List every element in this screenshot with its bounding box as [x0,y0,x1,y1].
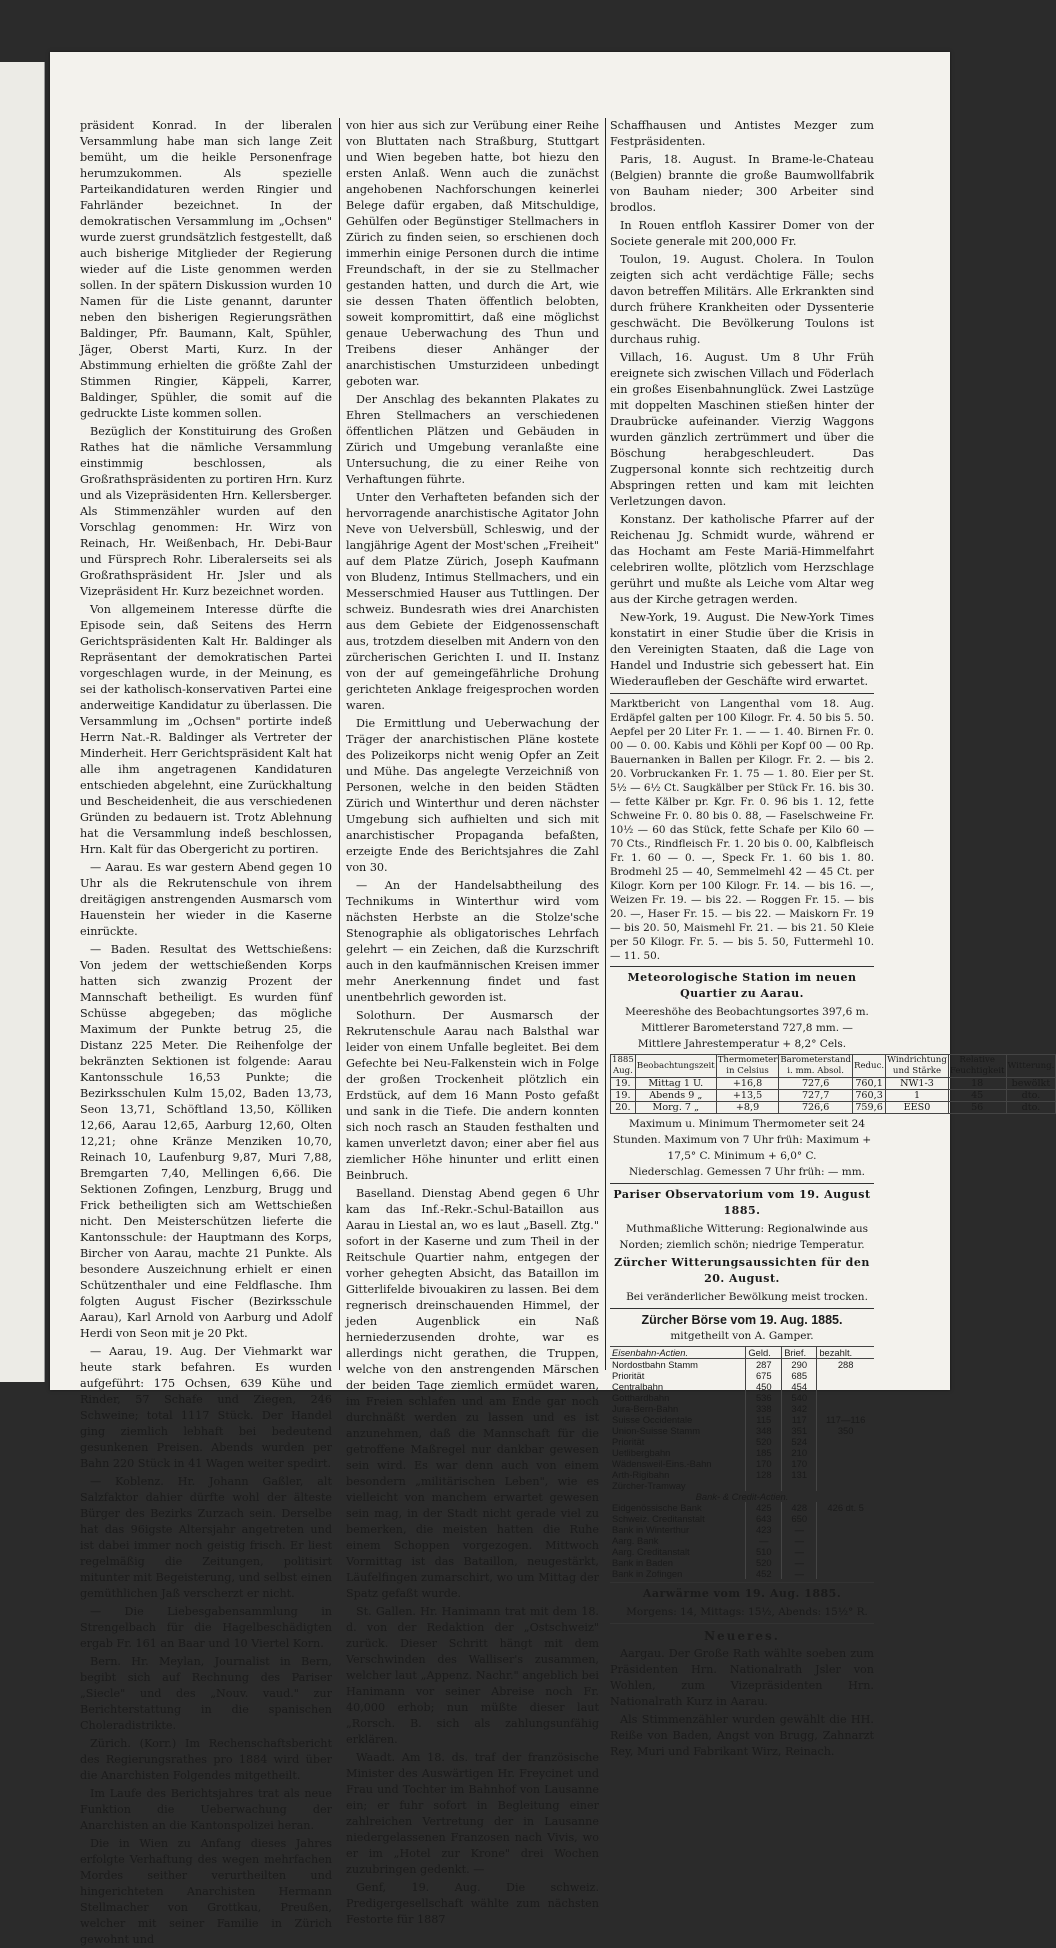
paragraph: — Koblenz. Hr. Johann Gaßler, alt Salzfaktor dahier dürfte wohl der älteste Bürger des Bezirks Zurzach sein. Derselbe hat das 96igste Altersjahr angetreten und ist dabei immer noch geistig frisch. Er liest regelmäßig die Zeitungen, politisirt mitunter mit Begeisterung, und selbst einen gemüthlichen Jaß verscherzt er nicht. [80,1475,332,1600]
boerse-value: — [746,1535,782,1546]
boerse-value: 643 [746,1513,782,1524]
boerse-section-label: Bank- & Credit-Actien. [695,1491,789,1502]
boerse-value: 288 [817,1359,874,1371]
met-cell: 760,3 [853,1090,886,1102]
boerse-value: 520 [746,1436,782,1447]
boerse-row [610,1392,874,1403]
boerse-value: 170 [746,1458,782,1469]
aarwaerme-title: Aarwärme vom 19. Aug. 1885. [642,1587,842,1600]
boerse-value: — [782,1568,817,1579]
boerse-table [610,1346,874,1579]
boerse-security-name: Zürcher-Tramway [612,1480,686,1491]
column-rule [605,118,606,1370]
paragraph: Bezüglich der Konstituirung des Großen Rathes hat die nämliche Versammlung einstimmig beschlossen, als Großrathspräsidenten zu portiren Hrn. Kurz und als Vizepräsidenten Hrn. Kellersberger. Als Stimmenzähler wurden auf den Vorschlag genommen: Hr. Wirz von Reinach, Hr. Weißenbach, Hr. Debi-Baur und Fürsprech Rohr. Liberalerseits sei als Großrathspräsident Hr. Jsler und als Vizepräsident Hr. Kurz bezeichnet worden. [80,425,333,598]
paragraph: Die Ermittlung und Ueberwachung der Träger der anarchistischen Pläne kostete des Polizeikorps nicht wenig Opfer an Zeit und Mühe. Das angelegte Verzeichniß von Personen, welche in den beiden Städten Zürich und Winterthur und deren nächster Umgebung sich aufhielten und sich mit anarchistischer Propaganda befaßten, erzeigte Ende des Berichtsjahres die Zahl von 30. [346,717,599,874]
boerse-value [746,1480,782,1491]
met-cell: 726,6 [779,1102,853,1114]
boerse-row [610,1458,874,1469]
boerse-value [817,1535,874,1546]
boerse-row [610,1524,874,1535]
column-rule [339,118,340,1370]
boerse-value: 685 [782,1370,817,1381]
section-divider [610,1183,874,1184]
boerse-security-name: Aarg. Creditanstalt [612,1546,690,1557]
paragraph: Baselland. Dienstag Abend gegen 6 Uhr kam das Inf.-Rekr.-Schul-Bataillon aus Aarau in Liestal an, wo es laut „Basell. Ztg." sofort in der Kaserne und zum Theil in der Reitschule Quartier nahm, entgegen der vorher gehegten Absicht, das Bataillon im Gitterlifelde bivouakiren zu lassen. Bei dem regnerisch dreinschauenden Himmel, der jeden Augenblick ein Naß herniederzusenden drohte, war es allerdings nicht gerathen, die Truppen, welche von den anstrengenden Märschen der beiden Tage ziemlich ermüdet waren, im Freien schlafen und am Ende gar noch durchnäßt werden zu lassen und es ist anzunehmen, daß die Mannschaft für die getroffene Maßregel nur dankbar gewesen sein wird. Es war denn auch von einem besondern „militärischen Leben", wie es vielleicht von manchem erwartet gewesen sein mag, in der Stadt nicht gerade viel zu bemerken, die meisten hatten die Ruhe einem Schoppen vorgezogen. Mittwoch Vormittag ist das Bataillon, neugestärkt, Läufelfingen zumarschirt, wo um Mittag der Spatz gefaßt wurde. [346,1187,599,1600]
met-cell: 1 [886,1090,949,1102]
boerse-row [610,1568,874,1579]
met-cell: dto. [1006,1102,1056,1114]
boerse-value [817,1447,874,1458]
boerse-security-name: Union-Suisse Stamm [612,1425,701,1436]
boerse-value: 425 [746,1502,782,1513]
met-cell: 20. [611,1102,636,1114]
boerse-value: 210 [782,1447,817,1458]
boerse-security-name: Arth-Rigibahn [612,1469,670,1480]
boerse-row [610,1381,874,1392]
boerse-value [817,1403,874,1414]
boerse-security-name: Eidgenössische Bank [612,1502,702,1513]
section-divider [610,1582,874,1583]
paragraph: Konstanz. Der katholische Pfarrer auf der Reichenau Jg. Schmidt wurde, während er das Hochamt am Feste Mariä-Himmelfahrt celebriren wollte, plötzlich vom Herzschlage gerührt und mußte als Leiche vom Altar weg aus der Kirche getragen werden. [610,513,874,606]
column-2 [346,118,599,1926]
boerse-value [817,1568,874,1579]
met-cell: 56 [948,1102,1006,1114]
met-minmax: Maximum u. Minimum Thermometer seit 24 Stunden. Maximum von 7 Uhr früh: Maximum + 17,5° C. Minimum + 6,0° C. [612,1118,872,1162]
boerse-value: 510 [746,1546,782,1557]
boerse-security-name: Bank in Baden [612,1557,673,1568]
boerse-value [817,1546,874,1557]
met-cell: +16,8 [716,1078,779,1090]
boerse-header: Eisenbahn-Actien. [610,1347,746,1359]
met-cell: Morg. 7 „ [635,1102,716,1114]
paragraph: Waadt. Am 18. ds. traf der französische Minister des Auswärtigen Hr. Freycinet und Frau und Tochter im Bahnhof von Lausanne ein; er fuhr sofort in Begleitung einer zahlreichen Vertretung der in Lausanne niedergelassenen Franzosen nach Vivis, wo er im „Hotel zur Krone" drei Wochen zuzubringen gedenkt. — [346,1751,599,1876]
met-line: Mittlerer Barometerstand 727,8 mm. — Mittlere Jahrestemperatur + 8,2° Cels. [637,1022,853,1050]
met-cell: 45 [948,1090,1006,1102]
paragraph: — Aarau. Es war gestern Abend gegen 10 Uhr als die Rekrutenschule von ihrem dreitägigen anstrengenden Ausmarsch vom Hauenstein her wieder in die Kaserne einrückte. [80,861,332,938]
paragraph: Genf, 19. Aug. Die schweiz. Predigergesellschaft wählte zum nächsten Festorte für 1887 [346,1881,599,1926]
paragraph: St. Gallen. Hr. Hanimann trat mit dem 18. d. von der Redaktion der „Ostschweiz" zurück. Dieser Schritt hängt mit dem Verschwinden des Walliser's zusammen, welcher laut „Appenz. Nachr." angeblich bei Hanimann vor seiner Abreise noch Fr. 40,000 erhob; nun müßte dieser laut „Rorsch. B. sich als zahlungsunfähig erklären. [346,1605,599,1746]
aarwaerme-text: Morgens: 14, Mittags: 15½, Abends: 15½° R. [626,1606,868,1618]
boerse-row [610,1546,874,1557]
boerse-header: Brief. [782,1347,817,1359]
met-cell: EES0 [886,1102,949,1114]
boerse-security-name: Schweiz. Creditanstalt [612,1513,705,1524]
boerse-header: Geld. [746,1347,782,1359]
column-3 [610,118,1055,1758]
paris-observatory-text: Muthmaßliche Witterung: Regionalwinde aus Norden; ziemlich schön; niedrige Temperatur. [619,1223,869,1251]
paragraph: New-York, 19. August. Die New-York Times konstatirt in einer Studie über die Krisis in den Vereinigten Staaten, daß die Lage von Handel und Industrie sich gebessert hat. Ein Wiederaufleben der Geschäfte wird erwartet. [610,611,874,688]
boerse-value: 350 [817,1425,874,1436]
met-cell: +13,5 [716,1090,779,1102]
boerse-security-name: Jura-Bern-Bahn [612,1403,679,1414]
met-header: Witterung. [1006,1055,1056,1078]
boerse-security-name: Priorität [612,1370,645,1381]
met-cell: Abends 9 „ [635,1090,716,1102]
paragraph: — Aarau, 19. Aug. Der Viehmarkt war heute stark befahren. Es wurden aufgeführt: 175 Ochsen, 639 Kühe und Rinder, 57 Schafe und Ziegen, 246 Schweine; total 1117 Stück. Der Handel ging ziemlich lebhaft bei bedeutend gesunkenen Preisen. Abends wurden per Bahn 220 Stück in 41 Wagen weiter spedirt. [80,1345,332,1470]
paragraph: Im Laufe des Berichtsjahres trat als neue Funktion die Ueberwachung der Anarchisten an die Kantonspolizei heran. [80,1787,332,1832]
boerse-row [610,1425,874,1436]
met-line: Meereshöhe des Beobachtungsortes 397,6 m. [625,1006,869,1018]
boerse-value: 540 [782,1392,817,1403]
boerse-header: bezahlt. [817,1347,874,1359]
boerse-security-name: Nordostbahn Stamm [612,1359,698,1370]
boerse-value: 351 [782,1425,817,1436]
paragraph: Schaffhausen und Antistes Mezger zum Festpräsidenten. [610,119,874,148]
paragraph: Unter den Verhafteten befanden sich der hervorragende anarchistische Agitator John Neve von Uelversbüll, Schleswig, und der langjährige Agent der Most'schen „Freiheit" auf dem Platze Zürich, Joseph Kaufmann von Bludenz, Intimus Stellmachers, und ein Messerschmied Hauser aus Tuttlingen. Der schweiz. Bundesrath wies drei Anarchisten aus dem Gebiete der Eidgenossenschaft aus, trotzdem dieselben mit Andern von den zürcherischen Gerichten I. und II. Instanz von der auf gemeingefährliche Drohung gerichteten Anklage freigesprochen worden waren. [346,491,599,712]
met-cell: 727,7 [779,1090,853,1102]
boerse-row [610,1557,874,1568]
met-header: Beobachtungszeit [635,1055,716,1078]
boerse-value [817,1436,874,1447]
column-1 [80,118,333,1946]
boerse-header-row [610,1347,874,1359]
boerse-value: 428 [782,1502,817,1513]
boerse-value [817,1469,874,1480]
boerse-row [610,1502,874,1513]
section-divider [610,966,874,967]
section-divider [610,693,874,694]
section-divider [610,1623,874,1624]
paragraph: Villach, 16. August. Um 8 Uhr Früh ereignete sich zwischen Villach und Föderlach ein großes Eisenbahnunglück. Zwei Lastzüge mit doppelten Maschinen stießen hinter der Draubrücke aufeinander. Vierzig Waggons wurden gänzlich zertrümmert und über die Böschung herabgeschleudert. Das Zugpersonal konnte sich rechtzeitig durch Abspringen retten und kam mit leichten Verletzungen davon. [610,351,874,508]
met-row [611,1090,1056,1102]
boerse-security-name: Centralbahn [612,1381,664,1392]
newspaper-page [50,52,1055,1946]
boerse-row [610,1403,874,1414]
boerse-value [817,1524,874,1535]
paragraph: — Baden. Resultat des Wettschießens: Von jedem der wettschießenden Korps hatten sich zwanzig Prozent der Mannschaft betheiligt. Es wurden fünf Schüsse abgegeben; das mögliche Maximum der Punkte betrug 25, die Distanz 225 Meter. Die Reihenfolge der bekränzten Sektionen ist folgende: Aarau Kantonsschule 16,53 Punkte; die Bezirksschulen Kulm 15,02, Baden 13,73, Seon 13,71, Schöftland 13,50, Kölliken 12,66, Aarau 12,65, Aarburg 12,60, Olten 12,21; ohne Kränze Menziken 10,70, Reinach 10, Laufenburg 9,87, Muri 7,88, Bremgarten 7,40, Mellingen 6,66. Die Sektionen Zofingen, Lenzburg, Brugg und Frick betheiligten sich am Wettschießen nicht. Den Meisterschützen lieferte die Kantonsschule: der Hauptmann des Korps, Bircher von Aarau, machte 21 Punkte. Als besondere Auszeichnung erhielt er einen Schützenthaler und eine Feldflasche. Ihm folgten August Fischer (Bezirksschule Aarau), Karl Arnold von Aarburg und Adolf Herdi von Seon mit je 20 Pkt. [80,943,332,1340]
boerse-value: 128 [746,1469,782,1480]
boerse-value: — [782,1546,817,1557]
boerse-value: 131 [782,1469,817,1480]
boerse-row [610,1436,874,1447]
paragraph: Zürich. (Korr.) Im Rechenschaftsbericht des Regierungsrathes pro 1884 wird über die Anarchisten Folgendes mitgetheilt. [80,1737,332,1782]
boerse-value [817,1557,874,1568]
boerse-row [610,1480,874,1491]
met-cell: 19. [611,1090,636,1102]
boerse-value: — [782,1524,817,1535]
paragraph: Aargau. Der Große Rath wählte soeben zum Präsidenten Hrn. Nationalrath Jsler von Wohlen, zum Vizepräsidenten Hrn. Nationalrath Kurz in Aarau. [610,1647,874,1708]
zurich-weather-text: Bei veränderlicher Bewölkung meist trocken. [626,1291,868,1303]
paragraph: — Die Liebesgabensammlung in Strengelbach für die Hagelbeschädigten ergab Fr. 161 an Baar und 10 Viertel Korn. [80,1605,332,1650]
section-divider [610,1308,874,1309]
boerse-value: 450 [746,1381,782,1392]
boerse-value: 675 [746,1370,782,1381]
boerse-security-name: Priorität [612,1436,645,1447]
boerse-security-name: Uetlibergbahn [612,1447,671,1458]
paragraph: von hier aus sich zur Verübung einer Reihe von Bluttaten nach Straßburg, Stuttgart und Wien begeben hatte, bot hiezu den ersten Anlaß. Wenn auch die zunächst angehobenen Nachforschungen keinerlei Belege dafür ergaben, daß Mitschuldige, Gehülfen oder Begünstiger Stellmachers in Zürich zu finden seien, so erschienen doch immerhin einige Personen durch die intime Freundschaft, in der sie zu Stellmacher gestanden hatten, und durch die Art, wie sie dessen Thaten öffentlich belobten, soweit kompromittirt, daß eine möglichst genaue Ueberwachung des Thun und Treibens dieser Anhänger der anarchistischen Umsturzideen unbedingt geboten war. [346,119,599,388]
met-cell: bewölkt [1006,1078,1056,1090]
boerse-value: 524 [782,1436,817,1447]
paragraph: — An der Handelsabtheilung des Technikums in Winterthur wird vom nächsten Herbste an die Stolze'sche Stenographie als obligatorisches Lehrfach gelehrt — ein Zeichen, daß die Kurzschrift auch in den kaufmännischen Kreisen immer mehr Anerkennung findet und fast unentbehrlich geworden ist. [346,879,599,1004]
boerse-value [782,1480,817,1491]
paragraph: In Rouen entfloh Kassirer Domer von der Societe generale mit 200,000 Fr. [610,219,874,248]
boerse-security-name: Aarg. Bank [612,1535,659,1546]
paragraph: Bern. Hr. Meylan, Journalist in Bern, begibt sich auf Rechnung des Pariser „Siecle" und des „Nouv. vaud." zur Berichterstattung in die spanischen Choleradistrikte. [80,1655,332,1732]
met-row [611,1078,1056,1090]
paragraph: Von allgemeinem Interesse dürfte die Episode sein, daß Seitens des Herrn Gerichtspräsidenten Kalt Hr. Baldinger als Repräsentant der demokratischen Partei vorgeschlagen wurde, in der Meinung, es sei der katholisch-konservativen Partei eine anderweitige Kandidatur zu überlassen. Die Versammlung im „Ochsen" portirte indeß Herrn Nat.-R. Baldinger als Vertreter der Minderheit. Herr Gerichtspräsident Kalt hat alle ihm angetragenen Kandidaturen entschieden abgelehnt, eine Zurückhaltung und Bescheidenheit, die aus verschiedenen Gründen zu bedauern ist. Trotz Ablehnung hat die Versammlung indeß beschlossen, Hrn. Kalt für das Obergericht zu portiren. [80,603,332,856]
adjacent-page-edge [0,62,45,1382]
boerse-value: 348 [746,1425,782,1436]
boerse-value: 338 [746,1403,782,1414]
boerse-value: 287 [746,1359,782,1371]
met-cell: 18 [948,1078,1006,1090]
boerse-row [610,1513,874,1524]
met-row [611,1102,1056,1114]
neueres-heading: Neueres. [704,1629,780,1643]
boerse-security-name: Suisse Occidentale [612,1414,693,1425]
boerse-value: 423 [746,1524,782,1535]
met-header: Windrichtung und Stärke [887,1055,947,1076]
paris-observatory-title: Pariser Observatorium vom 19. August 1885. [613,1188,871,1217]
boerse-value: 426 dt. 5 [817,1502,874,1513]
boerse-security-name: Bank in Winterthur [612,1524,690,1535]
boerse-row [610,1414,874,1425]
boerse-value: — [782,1535,817,1546]
boerse-value: 170 [782,1458,817,1469]
paragraph: Der Anschlag des bekannten Plakates zu Ehren Stellmachers an verschiedenen öffentlichen Plätzen und Gebäuden in Zürich und Umgebung veranlaßte eine Untersuchung, die zu einer Reihe von Verhaftungen führte. [346,393,599,486]
paragraph: präsident Konrad. In der liberalen Versammlung habe man sich lange Zeit bemüht, um die heikle Personenfrage herumzukommen. Als spezielle Parteikandidaturen werden Ringier und Fahrländer bezeichnet. In der demokratischen Versammlung im „Ochsen" wurde zuerst grundsätzlich festgestellt, daß auch bisherige Mitglieder der Regierung wieder auf die Liste genommen werden sollen. In der spätern Diskussion wurden 10 Namen für die Liste genannt, darunter neben den bisherigen Regierungsräthen Baldinger, Pfr. Baumann, Kalt, Spühler, Jäger, Oberst Marti, Kurz. In der Abstimmung erhielten die größte Zahl der Stimmen Ringier, Käppeli, Karrer, Baldinger, Spühler, die somit auf die gedruckte Liste kommen sollen. [80,119,332,420]
boerse-section-row [610,1491,874,1502]
boerse-value: 290 [782,1359,817,1371]
boerse-value: 650 [782,1513,817,1524]
met-cell: dto. [1006,1090,1056,1102]
met-station-title: Meteorologische Station im neuen Quartier zu Aarau. [627,971,857,1000]
met-cell: Mittag 1 U. [635,1078,716,1090]
boerse-value [817,1513,874,1524]
paragraph: Paris, 18. August. In Brame-le-Chateau (Belgien) brannte die große Baumwollfabrik von Bauham nieder; 300 Arbeiter sind brodlos. [610,153,874,214]
paragraph: Toulon, 19. August. Cholera. In Toulon zeigten sich acht verdächtige Fälle; sechs davon betreffen Militärs. Alle Erkrankten sind durch frühere Krankheiten oder Dyssenterie geschwächt. Die Bevölkerung Toulons ist durchaus ruhig. [610,253,874,346]
boerse-value: 452 [746,1568,782,1579]
boerse-value [817,1381,874,1392]
met-header: Reduc. [853,1055,886,1078]
paragraph: Die in Wien zu Anfang dieses Jahres erfolgte Verhaftung des wegen mehrfachen Mordes seither verurtheilten und hingerichteten Anarchisten Hermann Stellmacher von Grottkau, Preußen, welcher mit seiner Familie in Zürich gewohnt und [80,1837,332,1946]
boerse-value [817,1480,874,1491]
boerse-security-name: Gotthardbahn [612,1392,670,1403]
boerse-row [610,1535,874,1546]
boerse-value: 454 [782,1381,817,1392]
met-cell: 19. [611,1078,636,1090]
zurich-weather-title: Zürcher Witterungsaussichten für den 20. August. [614,1256,870,1285]
boerse-subtitle: mitgetheilt von A. Gamper. [670,1330,814,1342]
met-cell: +8,9 [716,1102,779,1114]
boerse-value: 342 [782,1403,817,1414]
boerse-value: 185 [746,1447,782,1458]
boerse-value [817,1392,874,1403]
met-header: Barometerstand i. mm. Absol. [780,1055,851,1076]
boerse-value [817,1458,874,1469]
met-cell: 759,6 [853,1102,886,1114]
boerse-row [610,1469,874,1480]
market-report: Marktbericht von Langenthal vom 18. Aug. Erdäpfel galten per 100 Kilogr. Fr. 4. 50 bis 5. 50. Aepfel per 20 Liter Fr. 1. — — 1. 40. Birnen Fr. 0. 00 — 0. 00. Kabis und Köhli per Kopf 00 — 00 Rp. Bauernanken in Ballen per Kilogr. Fr. 2. — bis 2. 20. Vorbruckanken Fr. 1. 75 — 1. 80. Eier per St. 5½ — 6½ Ct. Saugkälber per Stück Fr. 16. bis 30. — fette Kälber pr. Kgr. Fr. 0. 96 bis 1. 12, fette Schweine Fr. 0. 80 bis 0. 88, — Faselschweine Fr. 10½ — 60 das Stück, fette Schafe per Kilo 60 — 70 Cts., Rindfleisch Fr. 1. 20 bis 0. 00, Kalbfleisch Fr. 1. 60 — 0. —, Speck Fr. 1. 60 bis 1. 80. Brodmehl 25 — 40, Semmelmehl 42 — 45 Ct. per Kilogr. Korn per 100 Kilogr. Fr. 14. — bis 16. —, Weizen Fr. 19. — bis 22. — Roggen Fr. 15. — bis 20. —, Haser Fr. 15. — bis 22. — Maiskorn Fr. 19 — bis 20. 50, Maismehl Fr. 21. — bis 21. 50 Kleie per 50 Kilogr. Fr. 5. — bis 5. 50, Futtermehl 10. — 11. 50. [610,698,874,962]
boerse-title: Zürcher Börse vom 19. Aug. 1885. [641,1313,843,1327]
boerse-value: 520 [746,1557,782,1568]
met-cell: NW1-3 [886,1078,949,1090]
met-cell: 727,6 [779,1078,853,1090]
met-header: Relative Feuchtigkeit [949,1055,1005,1076]
boerse-value: 536 [746,1392,782,1403]
met-precipitation: Niederschlag. Gemessen 7 Uhr früh: — mm. [628,1166,865,1178]
boerse-row [610,1447,874,1458]
boerse-value: 117—116 [817,1414,874,1425]
met-header: 1885 Aug. [612,1055,634,1076]
boerse-value: 115 [746,1414,782,1425]
boerse-row [610,1370,874,1381]
met-table [610,1054,1056,1114]
boerse-row [610,1359,874,1371]
boerse-value [817,1370,874,1381]
boerse-security-name: Bank in Zofingen [612,1568,683,1579]
boerse-value: — [782,1557,817,1568]
met-cell: 760,1 [853,1078,886,1090]
met-header-row [611,1055,1056,1078]
boerse-security-name: Wädensweil-Eins.-Bahn [612,1458,712,1469]
met-header: Thermometer in Celsius [717,1055,778,1076]
paragraph: Solothurn. Der Ausmarsch der Rekrutenschule Aarau nach Balsthal war leider von einem Unfalle begleitet. Bei dem Gefechte bei Neu-Falkenstein wich in Folge der großen Trockenheit plötzlich ein Erdstück, auf dem 16 Mann Posto gefaßt und sank in die Tiefe. Die andern konnten sich noch rasch an Stauden festhalten und kamen unverletzt davon; einer aber fiel aus ziemlicher Höhe hinunter und erlitt einen Beinbruch. [346,1009,599,1182]
boerse-value: 117 [782,1414,817,1425]
paragraph: Als Stimmenzähler wurden gewählt die HH. Reiße von Baden, Angst von Brugg, Zahnarzt Rey, Muri und Fabrikant Wirz, Reinach. [610,1713,874,1758]
